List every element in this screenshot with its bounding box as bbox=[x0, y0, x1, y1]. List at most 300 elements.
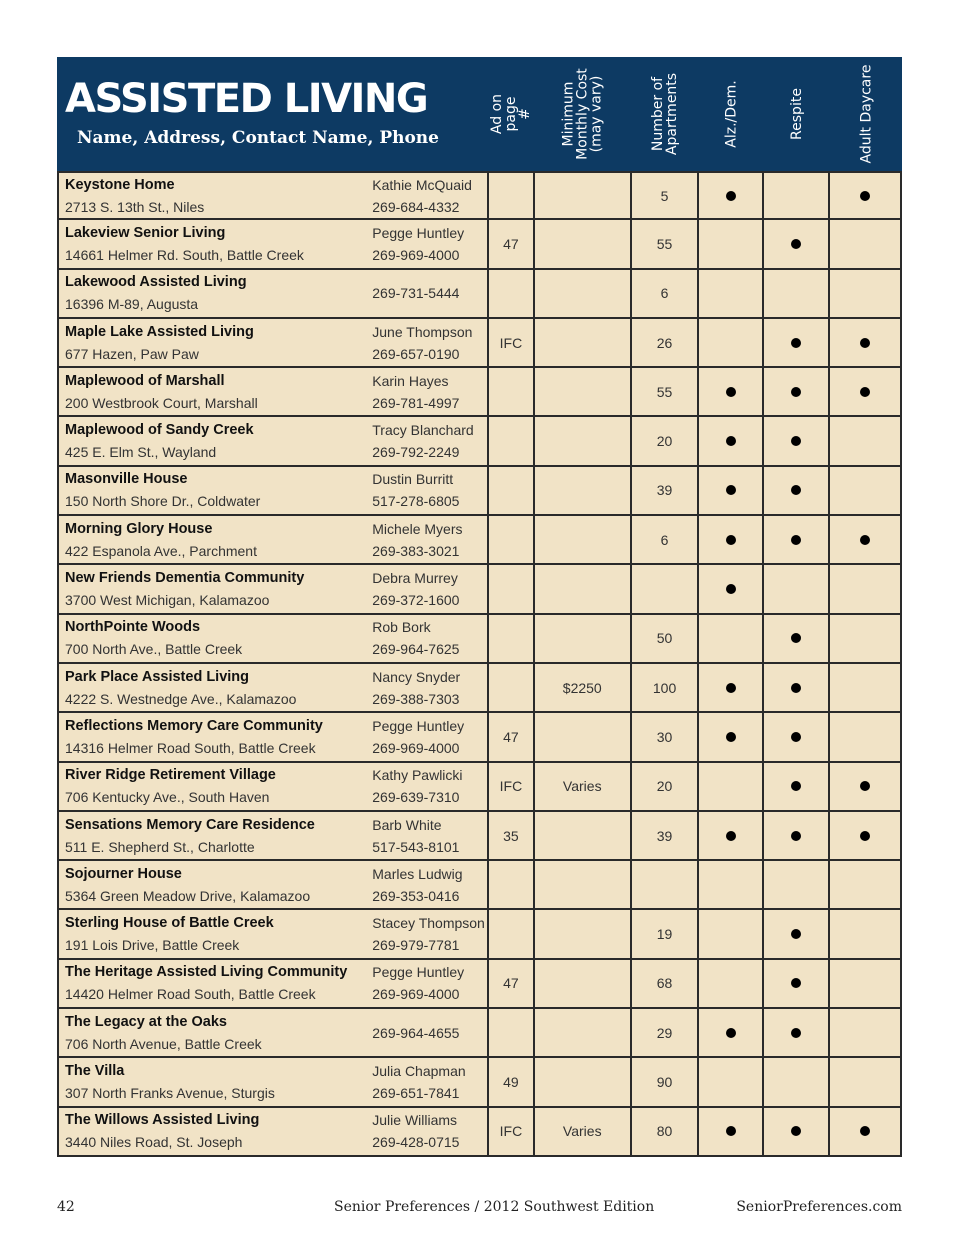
adult-daycare-cell bbox=[830, 615, 902, 662]
facility-cell bbox=[59, 861, 366, 908]
min-cost-cell bbox=[535, 615, 632, 662]
facility-cell bbox=[59, 565, 366, 612]
facility-address: 422 Espanola Ave., Parchment bbox=[65, 542, 257, 559]
bullet-dot-icon bbox=[726, 1028, 736, 1038]
ad-page-cell bbox=[489, 368, 535, 415]
table-row bbox=[59, 664, 902, 713]
min-cost-cell bbox=[535, 270, 632, 317]
table-row bbox=[59, 812, 902, 861]
facility-name: Maplewood of Sandy Creek bbox=[65, 422, 254, 439]
contact-phone: 269-969-4000 bbox=[372, 246, 460, 263]
ad-page-cell: 47 bbox=[489, 220, 535, 267]
contact-cell bbox=[366, 467, 489, 514]
min-cost-cell bbox=[535, 713, 632, 760]
respite-cell bbox=[764, 910, 830, 957]
contact-phone: 269-969-4000 bbox=[372, 739, 460, 756]
adult-daycare-cell bbox=[830, 417, 902, 464]
facility-cell bbox=[59, 1058, 366, 1105]
min-cost-cell: Varies bbox=[535, 763, 632, 810]
bullet-dot-icon bbox=[791, 978, 801, 988]
adult-daycare-cell bbox=[830, 319, 902, 366]
facility-cell bbox=[59, 173, 366, 218]
bullet-dot-icon bbox=[860, 831, 870, 841]
facility-cell bbox=[59, 220, 366, 267]
adult-daycare-cell bbox=[830, 270, 902, 317]
bullet-dot-icon bbox=[791, 929, 801, 939]
adult-daycare-cell bbox=[830, 368, 902, 415]
bullet-dot-icon bbox=[726, 436, 736, 446]
contact-name: Debra Murrey bbox=[372, 570, 458, 587]
ad-page-cell bbox=[489, 270, 535, 317]
respite-cell bbox=[764, 368, 830, 415]
ad-page-cell bbox=[489, 1009, 535, 1056]
contact-name: Stacey Thompson bbox=[372, 915, 485, 932]
contact-name: Kathy Pawlicki bbox=[372, 767, 463, 784]
table-row bbox=[59, 1058, 902, 1107]
table-row bbox=[59, 1108, 902, 1157]
apartments-cell: 100 bbox=[632, 664, 700, 711]
facility-address: 425 E. Elm St., Wayland bbox=[65, 444, 217, 461]
alz-dem-cell bbox=[699, 1009, 764, 1056]
contact-phone: 269-979-7781 bbox=[372, 937, 460, 954]
bullet-dot-icon bbox=[860, 781, 870, 791]
facility-name: Lakewood Assisted Living bbox=[65, 274, 247, 291]
facility-address: 2713 S. 13th St., Niles bbox=[65, 198, 205, 215]
alz-dem-cell bbox=[699, 173, 764, 218]
contact-cell bbox=[366, 910, 489, 957]
facility-address: 307 North Franks Avenue, Sturgis bbox=[65, 1084, 275, 1101]
facility-cell bbox=[59, 664, 366, 711]
apartments-cell: 20 bbox=[632, 763, 700, 810]
min-cost-cell bbox=[535, 960, 632, 1007]
contact-name: Nancy Snyder bbox=[372, 668, 461, 685]
alz-dem-cell bbox=[699, 960, 764, 1007]
bullet-dot-icon bbox=[726, 831, 736, 841]
facility-name: Sensations Memory Care Residence bbox=[65, 816, 315, 833]
ad-page-cell bbox=[489, 173, 535, 218]
apartments-cell: 39 bbox=[632, 467, 700, 514]
adult-daycare-cell bbox=[830, 467, 902, 514]
alz-dem-cell bbox=[699, 763, 764, 810]
min-cost-cell bbox=[535, 467, 632, 514]
adult-daycare-cell bbox=[830, 861, 902, 908]
facility-address: 191 Lois Drive, Battle Creek bbox=[65, 937, 240, 954]
respite-cell bbox=[764, 812, 830, 859]
publication-name: Senior Preferences / 2012 Southwest Edition bbox=[334, 1199, 655, 1215]
facility-name: Sojourner House bbox=[65, 865, 182, 882]
table-row bbox=[59, 467, 902, 516]
bullet-dot-icon bbox=[726, 1126, 736, 1136]
table-row bbox=[59, 220, 902, 269]
contact-cell bbox=[366, 1009, 489, 1056]
alz-dem-cell bbox=[699, 664, 764, 711]
respite-cell bbox=[764, 1009, 830, 1056]
column-header-alz-dem: Alz./Dem. bbox=[723, 80, 740, 148]
min-cost-cell bbox=[535, 220, 632, 267]
alz-dem-cell bbox=[699, 812, 764, 859]
bullet-dot-icon bbox=[860, 387, 870, 397]
apartments-cell: 5 bbox=[632, 173, 700, 218]
respite-cell bbox=[764, 664, 830, 711]
min-cost-cell bbox=[535, 516, 632, 563]
bullet-dot-icon bbox=[791, 535, 801, 545]
contact-name: Rob Bork bbox=[372, 619, 431, 636]
contact-cell bbox=[366, 565, 489, 612]
contact-name: Michele Myers bbox=[372, 520, 463, 537]
respite-cell bbox=[764, 565, 830, 612]
ad-page-cell bbox=[489, 910, 535, 957]
facility-name: River Ridge Retirement Village bbox=[65, 767, 276, 784]
facility-address: 5364 Green Meadow Drive, Kalamazoo bbox=[65, 887, 311, 904]
facility-cell bbox=[59, 467, 366, 514]
bullet-dot-icon bbox=[791, 436, 801, 446]
facility-address: 4222 S. Westnedge Ave., Kalamazoo bbox=[65, 690, 297, 707]
column-header-min-cost: Minimum Monthly Cost (may vary) bbox=[560, 68, 605, 160]
bullet-dot-icon bbox=[791, 387, 801, 397]
bullet-dot-icon bbox=[860, 191, 870, 201]
respite-cell bbox=[764, 1058, 830, 1105]
contact-cell bbox=[366, 812, 489, 859]
ad-page-cell: IFC bbox=[489, 319, 535, 366]
facility-name: The Heritage Assisted Living Community bbox=[65, 964, 348, 981]
facility-address: 700 North Ave., Battle Creek bbox=[65, 641, 243, 658]
facility-cell bbox=[59, 368, 366, 415]
min-cost-cell bbox=[535, 368, 632, 415]
bullet-dot-icon bbox=[791, 485, 801, 495]
column-header-apartments: Number of Apartments bbox=[650, 72, 681, 156]
table-row bbox=[59, 713, 902, 762]
bullet-dot-icon bbox=[791, 683, 801, 693]
adult-daycare-cell bbox=[830, 1058, 902, 1105]
contact-cell bbox=[366, 270, 489, 317]
table-header bbox=[57, 57, 902, 171]
contact-phone: 517-543-8101 bbox=[372, 838, 460, 855]
facility-name: Sterling House of Battle Creek bbox=[65, 915, 274, 932]
contact-cell bbox=[366, 368, 489, 415]
apartments-cell: 29 bbox=[632, 1009, 700, 1056]
contact-phone: 269-964-4655 bbox=[372, 1024, 460, 1041]
contact-cell bbox=[366, 516, 489, 563]
contact-phone: 269-639-7310 bbox=[372, 789, 460, 806]
section-subtitle: Name, Address, Contact Name, Phone bbox=[77, 128, 439, 148]
facility-cell bbox=[59, 1108, 366, 1155]
respite-cell bbox=[764, 467, 830, 514]
facility-name: New Friends Dementia Community bbox=[65, 570, 305, 587]
contact-name: Julia Chapman bbox=[372, 1062, 466, 1079]
facility-name: Lakeview Senior Living bbox=[65, 224, 226, 241]
bullet-dot-icon bbox=[791, 338, 801, 348]
contact-name: Barb White bbox=[372, 816, 442, 833]
contact-phone: 269-781-4997 bbox=[372, 394, 460, 411]
apartments-cell: 55 bbox=[632, 220, 700, 267]
respite-cell bbox=[764, 713, 830, 760]
facility-cell bbox=[59, 516, 366, 563]
facility-name: Park Place Assisted Living bbox=[65, 668, 250, 685]
contact-cell bbox=[366, 1108, 489, 1155]
bullet-dot-icon bbox=[726, 535, 736, 545]
bullet-dot-icon bbox=[860, 1126, 870, 1136]
bullet-dot-icon bbox=[791, 1028, 801, 1038]
alz-dem-cell bbox=[699, 417, 764, 464]
facility-address: 14316 Helmer Road South, Battle Creek bbox=[65, 739, 316, 756]
contact-phone: 517-278-6805 bbox=[372, 493, 460, 510]
facility-cell bbox=[59, 812, 366, 859]
facility-address: 16396 M-89, Augusta bbox=[65, 296, 199, 313]
apartments-cell: 80 bbox=[632, 1108, 700, 1155]
facility-cell bbox=[59, 763, 366, 810]
table-row bbox=[59, 516, 902, 565]
contact-phone: 269-353-0416 bbox=[372, 887, 460, 904]
alz-dem-cell bbox=[699, 516, 764, 563]
facility-name: Maple Lake Assisted Living bbox=[65, 323, 254, 340]
contact-phone: 269-388-7303 bbox=[372, 690, 460, 707]
ad-page-cell bbox=[489, 664, 535, 711]
table-row bbox=[59, 615, 902, 664]
contact-phone: 269-428-0715 bbox=[372, 1134, 460, 1151]
contact-name: Kathie McQuaid bbox=[372, 176, 472, 193]
facility-name: Keystone Home bbox=[65, 176, 175, 193]
ad-page-cell bbox=[489, 516, 535, 563]
min-cost-cell bbox=[535, 173, 632, 218]
bullet-dot-icon bbox=[726, 485, 736, 495]
apartments-cell: 50 bbox=[632, 615, 700, 662]
ad-page-cell bbox=[489, 417, 535, 464]
table-row bbox=[59, 171, 902, 220]
respite-cell bbox=[764, 319, 830, 366]
adult-daycare-cell bbox=[830, 763, 902, 810]
facility-name: Morning Glory House bbox=[65, 520, 213, 537]
adult-daycare-cell bbox=[830, 910, 902, 957]
min-cost-cell: $2250 bbox=[535, 664, 632, 711]
min-cost-cell bbox=[535, 319, 632, 366]
contact-phone: 269-383-3021 bbox=[372, 542, 460, 559]
table-row bbox=[59, 417, 902, 466]
adult-daycare-cell bbox=[830, 220, 902, 267]
table-row bbox=[59, 861, 902, 910]
bullet-dot-icon bbox=[791, 732, 801, 742]
table-row bbox=[59, 319, 902, 368]
apartments-cell: 90 bbox=[632, 1058, 700, 1105]
contact-phone: 269-731-5444 bbox=[372, 285, 460, 302]
facility-cell bbox=[59, 960, 366, 1007]
ad-page-cell bbox=[489, 467, 535, 514]
alz-dem-cell bbox=[699, 1108, 764, 1155]
facility-address: 706 Kentucky Ave., South Haven bbox=[65, 789, 270, 806]
table-row bbox=[59, 368, 902, 417]
facility-cell bbox=[59, 1009, 366, 1056]
contact-phone: 269-792-2249 bbox=[372, 444, 460, 461]
min-cost-cell bbox=[535, 1009, 632, 1056]
column-header-ad-page: Ad on page # bbox=[489, 93, 533, 135]
alz-dem-cell bbox=[699, 220, 764, 267]
alz-dem-cell bbox=[699, 565, 764, 612]
contact-cell bbox=[366, 173, 489, 218]
facility-cell bbox=[59, 615, 366, 662]
table-row bbox=[59, 960, 902, 1009]
bullet-dot-icon bbox=[791, 781, 801, 791]
ad-page-cell: IFC bbox=[489, 763, 535, 810]
contact-cell bbox=[366, 763, 489, 810]
bullet-dot-icon bbox=[791, 831, 801, 841]
contact-cell bbox=[366, 960, 489, 1007]
facility-address: 511 E. Shepherd St., Charlotte bbox=[65, 838, 255, 855]
ad-page-cell: IFC bbox=[489, 1108, 535, 1155]
facility-address: 14661 Helmer Rd. South, Battle Creek bbox=[65, 246, 304, 263]
adult-daycare-cell bbox=[830, 516, 902, 563]
adult-daycare-cell bbox=[830, 960, 902, 1007]
apartments-cell: 68 bbox=[632, 960, 700, 1007]
apartments-cell bbox=[632, 861, 700, 908]
respite-cell bbox=[764, 1108, 830, 1155]
section-title: ASSISTED LIVING bbox=[65, 76, 428, 122]
contact-phone: 269-684-4332 bbox=[372, 198, 460, 215]
contact-phone: 269-969-4000 bbox=[372, 986, 460, 1003]
adult-daycare-cell bbox=[830, 565, 902, 612]
facility-address: 3440 Niles Road, St. Joseph bbox=[65, 1134, 243, 1151]
facility-address: 200 Westbrook Court, Marshall bbox=[65, 394, 258, 411]
alz-dem-cell bbox=[699, 368, 764, 415]
apartments-cell: 39 bbox=[632, 812, 700, 859]
respite-cell bbox=[764, 220, 830, 267]
facility-address: 14420 Helmer Road South, Battle Creek bbox=[65, 986, 316, 1003]
contact-name: Karin Hayes bbox=[372, 372, 449, 389]
facility-cell bbox=[59, 713, 366, 760]
bullet-dot-icon bbox=[726, 191, 736, 201]
table-row bbox=[59, 565, 902, 614]
table-body bbox=[57, 171, 902, 1157]
facility-name: Masonville House bbox=[65, 471, 188, 488]
alz-dem-cell bbox=[699, 467, 764, 514]
facility-name: The Villa bbox=[65, 1062, 125, 1079]
facility-name: The Legacy at the Oaks bbox=[65, 1013, 227, 1030]
alz-dem-cell bbox=[699, 319, 764, 366]
facility-address: 706 North Avenue, Battle Creek bbox=[65, 1035, 262, 1052]
contact-phone: 269-651-7841 bbox=[372, 1084, 460, 1101]
alz-dem-cell bbox=[699, 861, 764, 908]
ad-page-cell bbox=[489, 565, 535, 612]
facility-cell bbox=[59, 270, 366, 317]
contact-cell bbox=[366, 615, 489, 662]
table-row bbox=[59, 270, 902, 319]
contact-name: Tracy Blanchard bbox=[372, 422, 474, 439]
facility-name: The Willows Assisted Living bbox=[65, 1112, 260, 1129]
apartments-cell bbox=[632, 565, 700, 612]
contact-name: Pegge Huntley bbox=[372, 717, 465, 734]
table-row bbox=[59, 763, 902, 812]
bullet-dot-icon bbox=[791, 239, 801, 249]
facility-cell bbox=[59, 417, 366, 464]
alz-dem-cell bbox=[699, 615, 764, 662]
contact-name: Marles Ludwig bbox=[372, 865, 463, 882]
facility-cell bbox=[59, 319, 366, 366]
page-number: 42 bbox=[57, 1199, 75, 1215]
alz-dem-cell bbox=[699, 270, 764, 317]
bullet-dot-icon bbox=[791, 633, 801, 643]
bullet-dot-icon bbox=[791, 1126, 801, 1136]
min-cost-cell bbox=[535, 812, 632, 859]
facility-name: Maplewood of Marshall bbox=[65, 372, 225, 389]
apartments-cell: 6 bbox=[632, 516, 700, 563]
ad-page-cell bbox=[489, 861, 535, 908]
min-cost-cell bbox=[535, 1058, 632, 1105]
website-link[interactable]: SeniorPreferences.com bbox=[736, 1199, 902, 1215]
respite-cell bbox=[764, 763, 830, 810]
ad-page-cell: 49 bbox=[489, 1058, 535, 1105]
adult-daycare-cell bbox=[830, 664, 902, 711]
adult-daycare-cell bbox=[830, 1108, 902, 1155]
min-cost-cell bbox=[535, 417, 632, 464]
bullet-dot-icon bbox=[726, 387, 736, 397]
apartments-cell: 55 bbox=[632, 368, 700, 415]
respite-cell bbox=[764, 417, 830, 464]
contact-name: Pegge Huntley bbox=[372, 964, 465, 981]
ad-page-cell: 47 bbox=[489, 960, 535, 1007]
facility-address: 150 North Shore Dr., Coldwater bbox=[65, 493, 261, 510]
respite-cell bbox=[764, 861, 830, 908]
adult-daycare-cell bbox=[830, 173, 902, 218]
contact-name: Pegge Huntley bbox=[372, 224, 465, 241]
adult-daycare-cell bbox=[830, 1009, 902, 1056]
ad-page-cell bbox=[489, 615, 535, 662]
facility-name: NorthPointe Woods bbox=[65, 619, 201, 636]
adult-daycare-cell bbox=[830, 713, 902, 760]
ad-page-cell: 35 bbox=[489, 812, 535, 859]
contact-cell bbox=[366, 319, 489, 366]
contact-name: Julie Williams bbox=[372, 1112, 458, 1129]
min-cost-cell bbox=[535, 565, 632, 612]
facility-name: Reflections Memory Care Community bbox=[65, 717, 323, 734]
bullet-dot-icon bbox=[860, 338, 870, 348]
respite-cell bbox=[764, 173, 830, 218]
contact-cell bbox=[366, 1058, 489, 1105]
contact-name: Dustin Burritt bbox=[372, 471, 454, 488]
min-cost-cell bbox=[535, 910, 632, 957]
contact-cell bbox=[366, 861, 489, 908]
apartments-cell: 6 bbox=[632, 270, 700, 317]
contact-phone: 269-372-1600 bbox=[372, 592, 460, 609]
respite-cell bbox=[764, 270, 830, 317]
alz-dem-cell bbox=[699, 1058, 764, 1105]
table-row bbox=[59, 1009, 902, 1058]
contact-name: June Thompson bbox=[372, 323, 473, 340]
apartments-cell: 26 bbox=[632, 319, 700, 366]
bullet-dot-icon bbox=[726, 732, 736, 742]
ad-page-cell: 47 bbox=[489, 713, 535, 760]
column-header-adult-daycare: Adult Daycare bbox=[858, 64, 874, 164]
bullet-dot-icon bbox=[726, 584, 736, 594]
contact-cell bbox=[366, 417, 489, 464]
contact-cell bbox=[366, 713, 489, 760]
assisted-living-table bbox=[57, 57, 902, 1157]
facility-cell bbox=[59, 910, 366, 957]
facility-address: 677 Hazen, Paw Paw bbox=[65, 345, 199, 362]
table-row bbox=[59, 910, 902, 959]
contact-phone: 269-964-7625 bbox=[372, 641, 460, 658]
contact-cell bbox=[366, 220, 489, 267]
apartments-cell: 20 bbox=[632, 417, 700, 464]
alz-dem-cell bbox=[699, 713, 764, 760]
bullet-dot-icon bbox=[726, 683, 736, 693]
column-header-respite: Respite bbox=[788, 88, 805, 140]
contact-cell bbox=[366, 664, 489, 711]
bullet-dot-icon bbox=[860, 535, 870, 545]
adult-daycare-cell bbox=[830, 812, 902, 859]
apartments-cell: 19 bbox=[632, 910, 700, 957]
respite-cell bbox=[764, 516, 830, 563]
min-cost-cell bbox=[535, 861, 632, 908]
alz-dem-cell bbox=[699, 910, 764, 957]
respite-cell bbox=[764, 615, 830, 662]
